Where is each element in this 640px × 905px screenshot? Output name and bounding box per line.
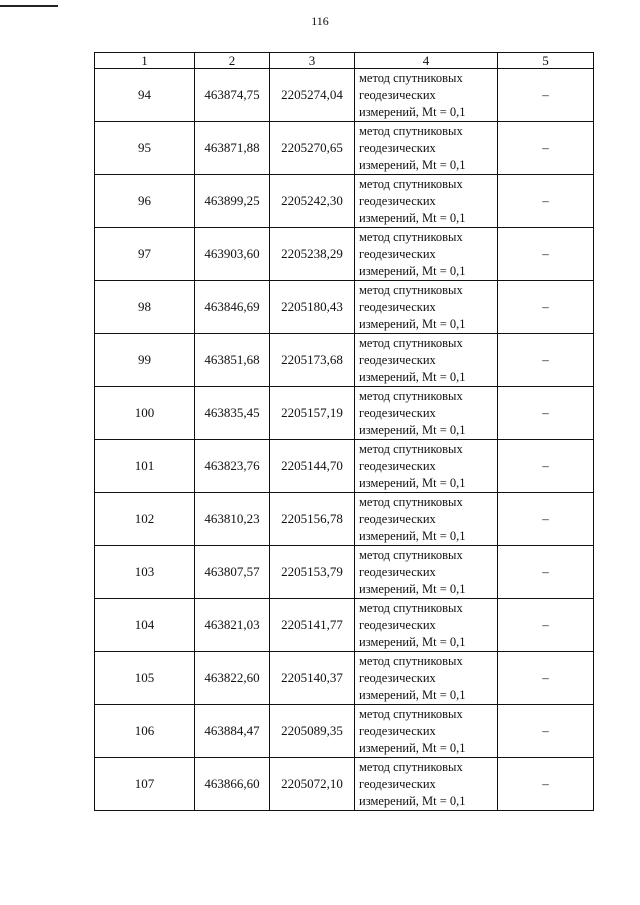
method-cell: [355, 228, 498, 281]
x-coordinate-cell: 463846,69: [195, 281, 270, 334]
point-number-cell: 98: [95, 281, 195, 334]
column-header: 4: [355, 53, 498, 69]
method-text-line: геодезических: [359, 511, 436, 526]
x-coordinate-cell: 463810,23: [195, 493, 270, 546]
table-row: [95, 652, 594, 705]
point-number-cell: 101: [95, 440, 195, 493]
method-text-line: метод спутниковых: [359, 759, 463, 774]
table-row: [95, 387, 594, 440]
method-text-line: геодезических: [359, 140, 436, 155]
y-coordinate-cell: 2205153,79: [270, 546, 355, 599]
method-text-line: измерений, Mt = 0,1: [359, 157, 466, 172]
method-cell: [355, 69, 498, 122]
y-coordinate-cell: 2205089,35: [270, 705, 355, 758]
x-coordinate-cell: 463835,45: [195, 387, 270, 440]
description-cell: –: [498, 228, 594, 281]
x-coordinate-cell: 463874,75: [195, 69, 270, 122]
method-cell: [355, 122, 498, 175]
x-coordinate-cell: 463822,60: [195, 652, 270, 705]
description-cell: –: [498, 758, 594, 811]
method-text-line: измерений, Mt = 0,1: [359, 369, 466, 384]
description-cell: –: [498, 546, 594, 599]
method-text-line: метод спутниковых: [359, 706, 463, 721]
method-text-line: геодезических: [359, 776, 436, 791]
column-header: 3: [270, 53, 355, 69]
y-coordinate-cell: 2205173,68: [270, 334, 355, 387]
point-number-cell: 102: [95, 493, 195, 546]
y-coordinate-cell: 2205270,65: [270, 122, 355, 175]
table-row: [95, 228, 594, 281]
method-text-line: измерений, Mt = 0,1: [359, 263, 466, 278]
method-text-line: метод спутниковых: [359, 388, 463, 403]
table-row: [95, 493, 594, 546]
method-text-line: метод спутниковых: [359, 123, 463, 138]
point-number-cell: 96: [95, 175, 195, 228]
method-cell: [355, 758, 498, 811]
y-coordinate-cell: 2205238,29: [270, 228, 355, 281]
y-coordinate-cell: 2205242,30: [270, 175, 355, 228]
table-header-row: [95, 53, 594, 69]
description-cell: –: [498, 440, 594, 493]
method-text-line: измерений, Mt = 0,1: [359, 210, 466, 225]
x-coordinate-cell: 463851,68: [195, 334, 270, 387]
method-text-line: геодезических: [359, 405, 436, 420]
description-cell: –: [498, 599, 594, 652]
x-coordinate-cell: 463884,47: [195, 705, 270, 758]
point-number-cell: 97: [95, 228, 195, 281]
y-coordinate-cell: 2205144,70: [270, 440, 355, 493]
table-row: [95, 122, 594, 175]
y-coordinate-cell: 2205180,43: [270, 281, 355, 334]
method-text-line: метод спутниковых: [359, 494, 463, 509]
x-coordinate-cell: 463899,25: [195, 175, 270, 228]
method-text-line: измерений, Mt = 0,1: [359, 793, 466, 808]
table-row: [95, 546, 594, 599]
method-text-line: геодезических: [359, 564, 436, 579]
method-text-line: измерений, Mt = 0,1: [359, 104, 466, 119]
y-coordinate-cell: 2205140,37: [270, 652, 355, 705]
method-text-line: измерений, Mt = 0,1: [359, 740, 466, 755]
method-text-line: измерений, Mt = 0,1: [359, 316, 466, 331]
x-coordinate-cell: 463823,76: [195, 440, 270, 493]
method-text-line: метод спутниковых: [359, 441, 463, 456]
description-cell: –: [498, 122, 594, 175]
x-coordinate-cell: 463866,60: [195, 758, 270, 811]
method-text-line: измерений, Mt = 0,1: [359, 422, 466, 437]
y-coordinate-cell: 2205141,77: [270, 599, 355, 652]
point-number-cell: 100: [95, 387, 195, 440]
y-coordinate-cell: 2205156,78: [270, 493, 355, 546]
method-text-line: геодезических: [359, 670, 436, 685]
point-number-cell: 99: [95, 334, 195, 387]
method-cell: [355, 175, 498, 228]
point-number-cell: 107: [95, 758, 195, 811]
method-text-line: измерений, Mt = 0,1: [359, 634, 466, 649]
method-cell: [355, 493, 498, 546]
method-text-line: измерений, Mt = 0,1: [359, 475, 466, 490]
method-cell: [355, 546, 498, 599]
column-header: 2: [195, 53, 270, 69]
description-cell: –: [498, 281, 594, 334]
table-body: [95, 69, 594, 811]
method-text-line: геодезических: [359, 723, 436, 738]
table-row: [95, 69, 594, 122]
point-number-cell: 103: [95, 546, 195, 599]
x-coordinate-cell: 463903,60: [195, 228, 270, 281]
method-text-line: геодезических: [359, 458, 436, 473]
description-cell: –: [498, 69, 594, 122]
method-text-line: геодезических: [359, 617, 436, 632]
method-text-line: метод спутниковых: [359, 335, 463, 350]
description-cell: –: [498, 705, 594, 758]
method-text-line: геодезических: [359, 246, 436, 261]
table-row: [95, 440, 594, 493]
method-text-line: метод спутниковых: [359, 229, 463, 244]
y-coordinate-cell: 2205274,04: [270, 69, 355, 122]
coordinates-table: [94, 52, 594, 811]
y-coordinate-cell: 2205157,19: [270, 387, 355, 440]
point-number-cell: 105: [95, 652, 195, 705]
method-cell: [355, 387, 498, 440]
point-number-cell: 94: [95, 69, 195, 122]
method-text-line: метод спутниковых: [359, 70, 463, 85]
method-text-line: измерений, Mt = 0,1: [359, 687, 466, 702]
description-cell: –: [498, 175, 594, 228]
description-cell: –: [498, 387, 594, 440]
method-text-line: метод спутниковых: [359, 547, 463, 562]
method-text-line: геодезических: [359, 87, 436, 102]
method-cell: [355, 705, 498, 758]
method-text-line: измерений, Mt = 0,1: [359, 528, 466, 543]
method-text-line: метод спутниковых: [359, 600, 463, 615]
table-row: [95, 281, 594, 334]
method-text-line: метод спутниковых: [359, 653, 463, 668]
method-cell: [355, 281, 498, 334]
method-text-line: измерений, Mt = 0,1: [359, 581, 466, 596]
table-row: [95, 705, 594, 758]
x-coordinate-cell: 463807,57: [195, 546, 270, 599]
page-number: 116: [311, 14, 329, 28]
column-header: 1: [95, 53, 195, 69]
method-cell: [355, 599, 498, 652]
table-row: [95, 334, 594, 387]
point-number-cell: 106: [95, 705, 195, 758]
description-cell: –: [498, 652, 594, 705]
method-cell: [355, 440, 498, 493]
method-text-line: геодезических: [359, 299, 436, 314]
table-row: [95, 758, 594, 811]
column-header: 5: [498, 53, 594, 69]
top-rule: [0, 5, 58, 7]
method-text-line: метод спутниковых: [359, 176, 463, 191]
point-number-cell: 95: [95, 122, 195, 175]
y-coordinate-cell: 2205072,10: [270, 758, 355, 811]
method-text-line: геодезических: [359, 352, 436, 367]
table-row: [95, 175, 594, 228]
description-cell: –: [498, 334, 594, 387]
description-cell: –: [498, 493, 594, 546]
method-text-line: метод спутниковых: [359, 282, 463, 297]
x-coordinate-cell: 463821,03: [195, 599, 270, 652]
method-cell: [355, 652, 498, 705]
method-cell: [355, 334, 498, 387]
method-text-line: геодезических: [359, 193, 436, 208]
x-coordinate-cell: 463871,88: [195, 122, 270, 175]
point-number-cell: 104: [95, 599, 195, 652]
table-row: [95, 599, 594, 652]
